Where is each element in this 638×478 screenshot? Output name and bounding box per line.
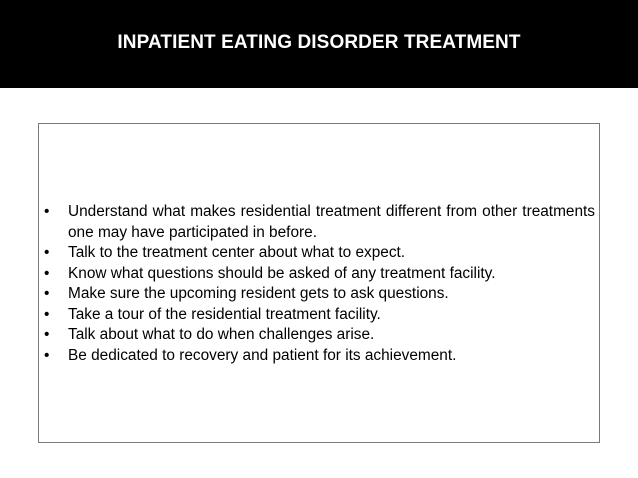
- bullet-marker: •: [44, 346, 50, 364]
- bullet-marker: •: [44, 244, 50, 261]
- bullet-marker: •: [44, 305, 50, 323]
- content-box: [38, 123, 600, 443]
- bullet-item: [39, 346, 599, 367]
- bullet-text: Be dedicated to recovery and patient for its achievement.: [68, 346, 457, 364]
- bullet-text: Make sure the upcoming resident gets to ask questions.: [68, 285, 449, 302]
- bullet-item: [39, 284, 599, 305]
- bullet-text: Take a tour of the residential treatment facility.: [68, 305, 381, 323]
- bullet-item: [39, 305, 599, 326]
- bullet-item: [39, 325, 599, 346]
- bullet-marker: •: [44, 264, 50, 282]
- bullet-marker: •: [44, 285, 50, 302]
- bullet-list: [39, 202, 599, 366]
- bullet-text: Talk about what to do when challenges arise.: [68, 326, 375, 343]
- bullet-item: [39, 202, 599, 243]
- bullet-text: Know what questions should be asked of any treatment facility.: [68, 264, 496, 282]
- slide-title: INPATIENT EATING DISORDER TREATMENT: [117, 31, 521, 53]
- bullet-item: [39, 243, 599, 264]
- bullet-item: [39, 264, 599, 285]
- bullet-marker: •: [44, 326, 50, 343]
- title-bar: [0, 0, 638, 88]
- bullet-marker: •: [44, 203, 50, 220]
- bullet-text: Talk to the treatment center about what to expect.: [68, 244, 406, 261]
- bullet-text: Understand what makes residential treatment different from other treatments one may have participated in before.: [68, 203, 595, 241]
